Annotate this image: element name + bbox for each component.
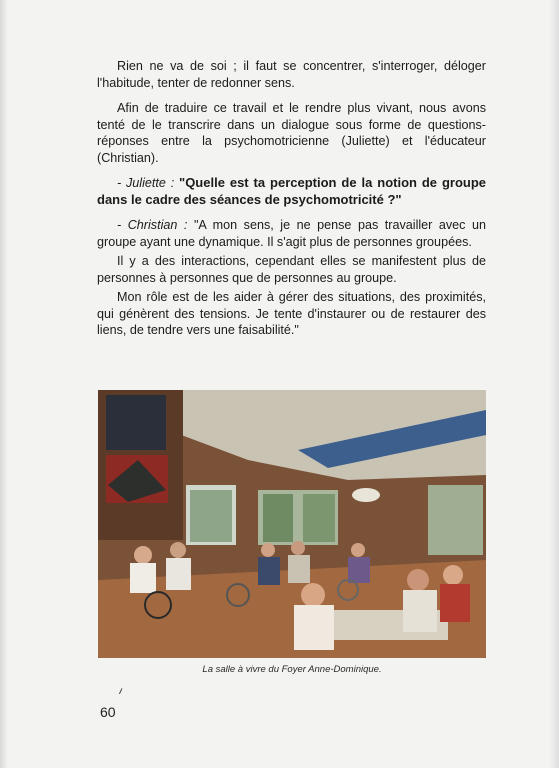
page-right-edge — [549, 0, 559, 768]
photo-caption: La salle à vivre du Foyer Anne-Dominique. — [202, 664, 382, 675]
juliette-speaker-label: - Juliette : — [117, 176, 175, 190]
photo-illustration — [98, 390, 486, 658]
living-room-photo — [98, 390, 486, 658]
christian-speaker-label: - Christian : — [117, 218, 188, 232]
paragraph-2: Afin de traduire ce travail et le rendre plus vivant, nous avons tenté de le transcrire dans un dialogue sous forme de questions-réponses entre la psychomotricienne (Juliette) et l'éducateur (Christian). — [97, 101, 486, 165]
page-left-edge — [0, 0, 8, 768]
paragraph-6: Mon rôle est de les aider à gérer des situations, des proximités, qui génèrent des tensions. Je tente d'instaurer ou de restaurer des liens, de tendre vers une faisabilité." — [97, 290, 486, 337]
juliette-question-paragraph — [97, 175, 486, 208]
paragraph-5: Il y a des interactions, cependant elles se manifestent plus de personnes à personnes que de personnes au groupe. — [97, 254, 486, 285]
juliette-question: "Quelle est ta perception de la notion de groupe dans le cadre des séances de psychomotricité ?" — [97, 175, 487, 207]
christian-answer: "A mon sens, je ne pense pas travailler avec un groupe ayant une dynamique. Il s'agit plus de personnes groupées. — [97, 218, 486, 249]
body-text — [97, 58, 486, 348]
christian-answer-paragraph — [97, 217, 486, 250]
pen-mark — [119, 688, 126, 696]
paragraph-1: Rien ne va de soi ; il faut se concentrer, s'interroger, déloger l'habitude, tenter de redonner sens. — [97, 59, 486, 90]
page-number: 60 — [100, 704, 116, 720]
